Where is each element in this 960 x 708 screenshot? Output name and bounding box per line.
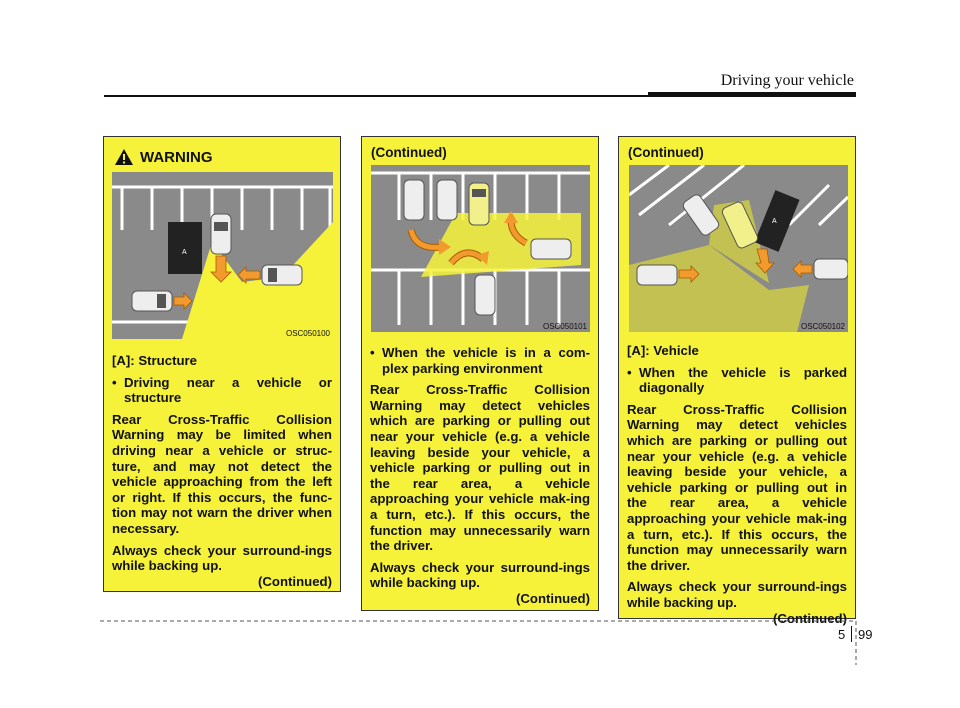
paragraph: Always check your surround-ings while backing up. <box>627 579 847 610</box>
warning-panel <box>103 136 341 592</box>
bullet-item: • When the vehicle is in a com-plex parking environment <box>370 345 590 376</box>
image-code: OSC050102 <box>800 322 845 331</box>
panel2-text <box>370 345 590 613</box>
warning-header <box>114 148 213 166</box>
paragraph: Rear Cross-Traffic Collision Warning may be limited when driving near a vehicle or struc-ture, and may not detect the vehicle approaching from the left or right. If this occurs, the func-tion may not warn the driver when necessary. <box>112 411 332 536</box>
warning-triangle-icon <box>114 148 134 166</box>
bullet-item: • Driving near a vehicle or structure <box>112 374 332 406</box>
vehicle-a-label: A <box>772 218 777 225</box>
footer-page-number: 99 <box>858 627 873 642</box>
footer-dashed-rule <box>0 615 960 665</box>
continued-panel-diagonal-parking <box>618 136 856 626</box>
continued-top-label: (Continued) <box>628 145 704 160</box>
warning-label: WARNING <box>140 148 213 166</box>
continued-label: (Continued) <box>258 573 332 589</box>
panel1-text <box>112 353 332 595</box>
continued-label: (Continued) <box>773 610 847 626</box>
footer-divider <box>851 626 852 642</box>
caption: [A]: Vehicle <box>627 343 699 358</box>
illustration-diagonal-parking <box>629 165 848 332</box>
structure-label: A <box>182 249 187 256</box>
footer-chapter-number: 5 <box>838 627 846 642</box>
continued-top-label: (Continued) <box>371 145 447 160</box>
header-rule-thick <box>648 92 856 97</box>
continued-label: (Continued) <box>516 590 590 606</box>
paragraph: Rear Cross-Traffic Collision Warning may detect vehicles which are parking or pulling out near your vehicle (e.g. a vehicle leaving beside your vehicle, a vehicle parking or pulling out in the rear area, a vehicle approaching your vehicle mak-ing a turn, etc.). If this occurs, the function may unnecessarily warn the driver. <box>370 382 590 554</box>
illustration-structure <box>112 172 333 339</box>
paragraph: Always check your surround-ings while backing up. <box>370 559 590 591</box>
paragraph: Rear Cross-Traffic Collision Warning may detect vehicles which are parking or pulling out near your vehicle (e.g. a vehicle leaving beside your vehicle, a vehicle parking or pulling out in the rear area, a vehicle approaching your vehicle mak-ing a turn, etc.). If this occurs, the function may unnecessarily warn the driver. <box>627 401 847 573</box>
continued-panel-complex-parking <box>361 136 599 611</box>
header-title: Driving your vehicle <box>720 72 854 89</box>
caption: [A]: Structure <box>112 353 197 368</box>
image-code: OSC050101 <box>542 322 587 331</box>
paragraph: Always check your surround-ings while backing up. <box>112 542 332 574</box>
illustration-complex-parking <box>371 165 590 332</box>
image-code: OSC050100 <box>285 329 330 338</box>
panel3-text <box>627 343 847 632</box>
bullet-item: • When the vehicle is parked diagonally <box>627 364 847 396</box>
